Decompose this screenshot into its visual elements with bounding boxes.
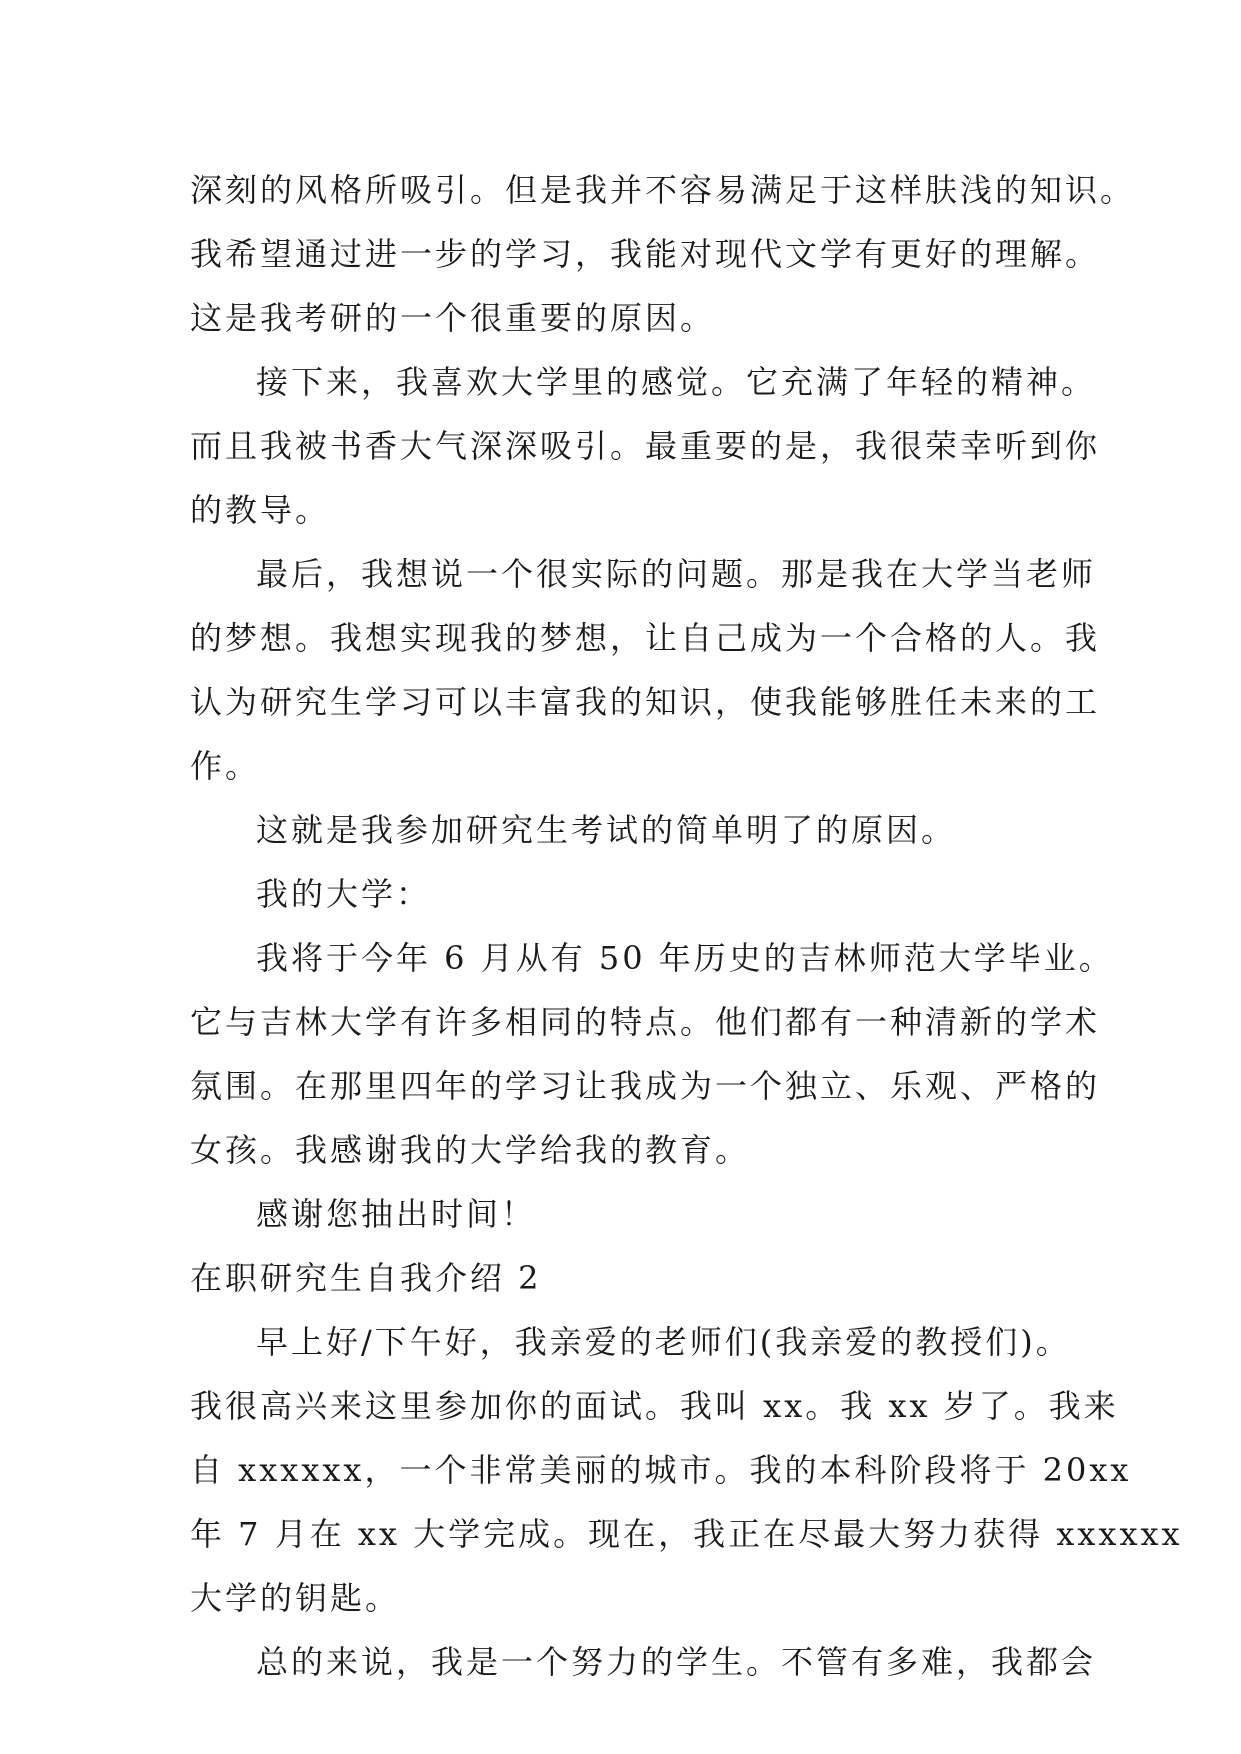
text-line: 而且我被书香大气深深吸引。最重要的是，我很荣幸听到你 [190, 427, 1101, 465]
text-line: 作。 [190, 747, 261, 785]
text-line: 认为研究生学习可以丰富我的知识，使我能够胜任未来的工 [190, 683, 1101, 721]
text-line: 深刻的风格所吸引。但是我并不容易满足于这样肤浅的知识。 [190, 171, 1136, 209]
text-line: 我将于今年 6 月从有 50 年历史的吉林师范大学毕业。 [256, 939, 1114, 977]
text-line: 这是我考研的一个很重要的原因。 [190, 299, 716, 337]
text-line: 年 7 月在 xx 大学完成。现在，我正在尽最大努力获得 xxxxxx [190, 1515, 1183, 1553]
text-line: 自 xxxxxx，一个非常美丽的城市。我的本科阶段将于 20xx [190, 1451, 1132, 1489]
section-heading: 在职研究生自我介绍 2 [190, 1259, 542, 1297]
text-line: 氛围。在那里四年的学习让我成为一个独立、乐观、严格的 [190, 1067, 1101, 1105]
text-line: 它与吉林大学有许多相同的特点。他们都有一种清新的学术 [190, 1003, 1101, 1041]
text-line: 大学的钥匙。 [190, 1579, 401, 1617]
text-line: 感谢您抽出时间！ [256, 1195, 537, 1233]
text-line: 接下来，我喜欢大学里的感觉。它充满了年轻的精神。 [256, 363, 1097, 401]
text-line: 我很高兴来这里参加你的面试。我叫 xx。我 xx 岁了。我来 [190, 1387, 1119, 1425]
text-line: 这就是我参加研究生考试的简单明了的原因。 [256, 811, 957, 849]
text-line: 的梦想。我想实现我的梦想，让自己成为一个合格的人。我 [190, 619, 1101, 657]
text-line: 的教导。 [190, 491, 331, 529]
text-line: 总的来说，我是一个努力的学生。不管有多难，我都会 [256, 1643, 1097, 1681]
text-line: 女孩。我感谢我的大学给我的教育。 [190, 1131, 751, 1169]
document-body [190, 158, 1183, 1694]
text-line: 我希望通过进一步的学习，我能对现代文学有更好的理解。 [190, 235, 1101, 273]
text-line: 最后，我想说一个很实际的问题。那是我在大学当老师 [256, 555, 1097, 593]
text-line: 我的大学： [256, 875, 432, 913]
text-line: 早上好/下午好，我亲爱的老师们(我亲爱的教授们)。 [256, 1323, 1071, 1361]
